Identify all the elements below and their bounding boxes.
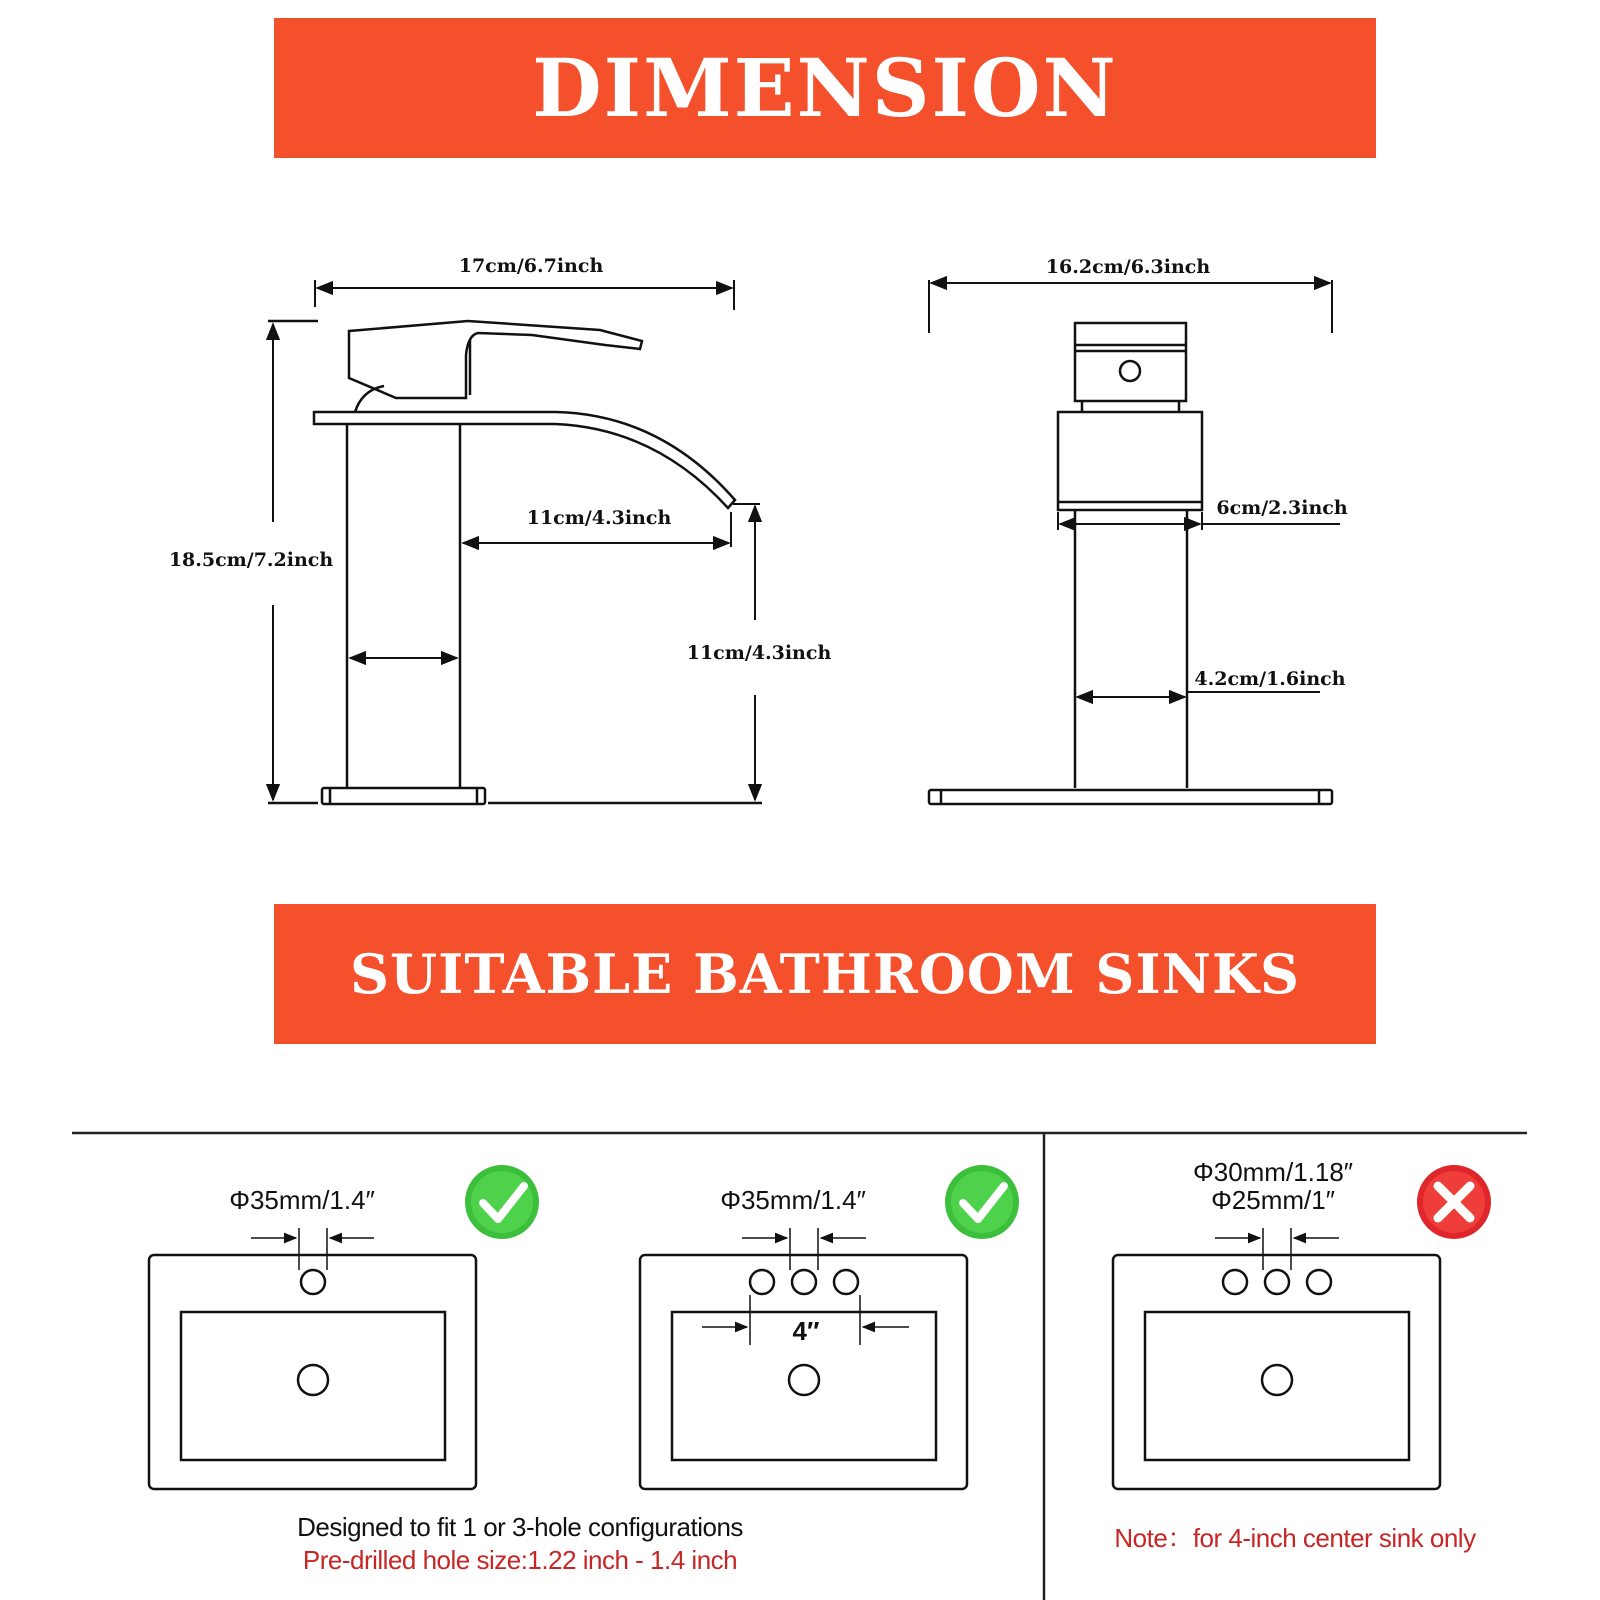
sink-3	[1113, 1255, 1440, 1489]
sink-1	[149, 1255, 476, 1489]
suitable-sinks-title: SUITABLE BATHROOM SINKS	[350, 942, 1300, 1006]
drain-hole	[789, 1365, 819, 1395]
stem-width-label: 4.2cm/1.6inch	[1194, 668, 1346, 690]
front-width-label: 16.2cm/6.3inch	[1045, 256, 1211, 278]
sink-2	[640, 1255, 967, 1489]
sink-2-hole-label: Φ35mm/1.4″	[720, 1185, 866, 1215]
x-icon	[1417, 1165, 1491, 1239]
sink-3-hole-label: Φ30mm/1.18″	[1192, 1157, 1354, 1187]
sink-3-hole-dimension	[1215, 1228, 1339, 1270]
body-width-label: 6cm/2.3inch	[1216, 497, 1348, 519]
faucet-hole	[834, 1270, 858, 1294]
sink-1-hole-dimension	[251, 1228, 374, 1270]
faucet-side-view	[268, 321, 762, 804]
spout-reach-label: 11cm/4.3inch	[526, 507, 672, 529]
sink-2-spacing-label: 4″	[792, 1316, 820, 1346]
sink-3-hole-label-2: Φ25mm/1″	[1211, 1185, 1335, 1215]
spout-height-label: 11cm/4.3inch	[686, 642, 832, 664]
check-icon	[465, 1165, 539, 1239]
check-icon	[945, 1165, 1019, 1239]
faucet-hole	[1307, 1270, 1331, 1294]
handle-screw-circle	[1120, 361, 1140, 381]
faucet-hole	[750, 1270, 774, 1294]
side-width-label: 17cm/6.7inch	[458, 255, 604, 277]
faucet-front-view	[929, 323, 1332, 804]
four-inch-center-note: Note：for 4-inch center sink only	[1114, 1523, 1476, 1553]
faucet-hole	[1223, 1270, 1247, 1294]
fit-configurations-note: Designed to fit 1 or 3-hole configurations	[297, 1512, 743, 1542]
side-height-label: 18.5cm/7.2inch	[168, 549, 334, 571]
sink-1-hole-label: Φ35mm/1.4″	[229, 1185, 375, 1215]
faucet-hole	[301, 1270, 325, 1294]
faucet-hole	[1265, 1270, 1289, 1294]
front-view-dimension-lines	[929, 280, 1340, 697]
predrilled-hole-note: Pre-drilled hole size:1.22 inch - 1.4 inch	[302, 1545, 738, 1575]
drain-hole	[298, 1365, 328, 1395]
drain-hole	[1262, 1365, 1292, 1395]
faucet-hole	[792, 1270, 816, 1294]
dimension-title: DIMENSION	[532, 41, 1118, 135]
